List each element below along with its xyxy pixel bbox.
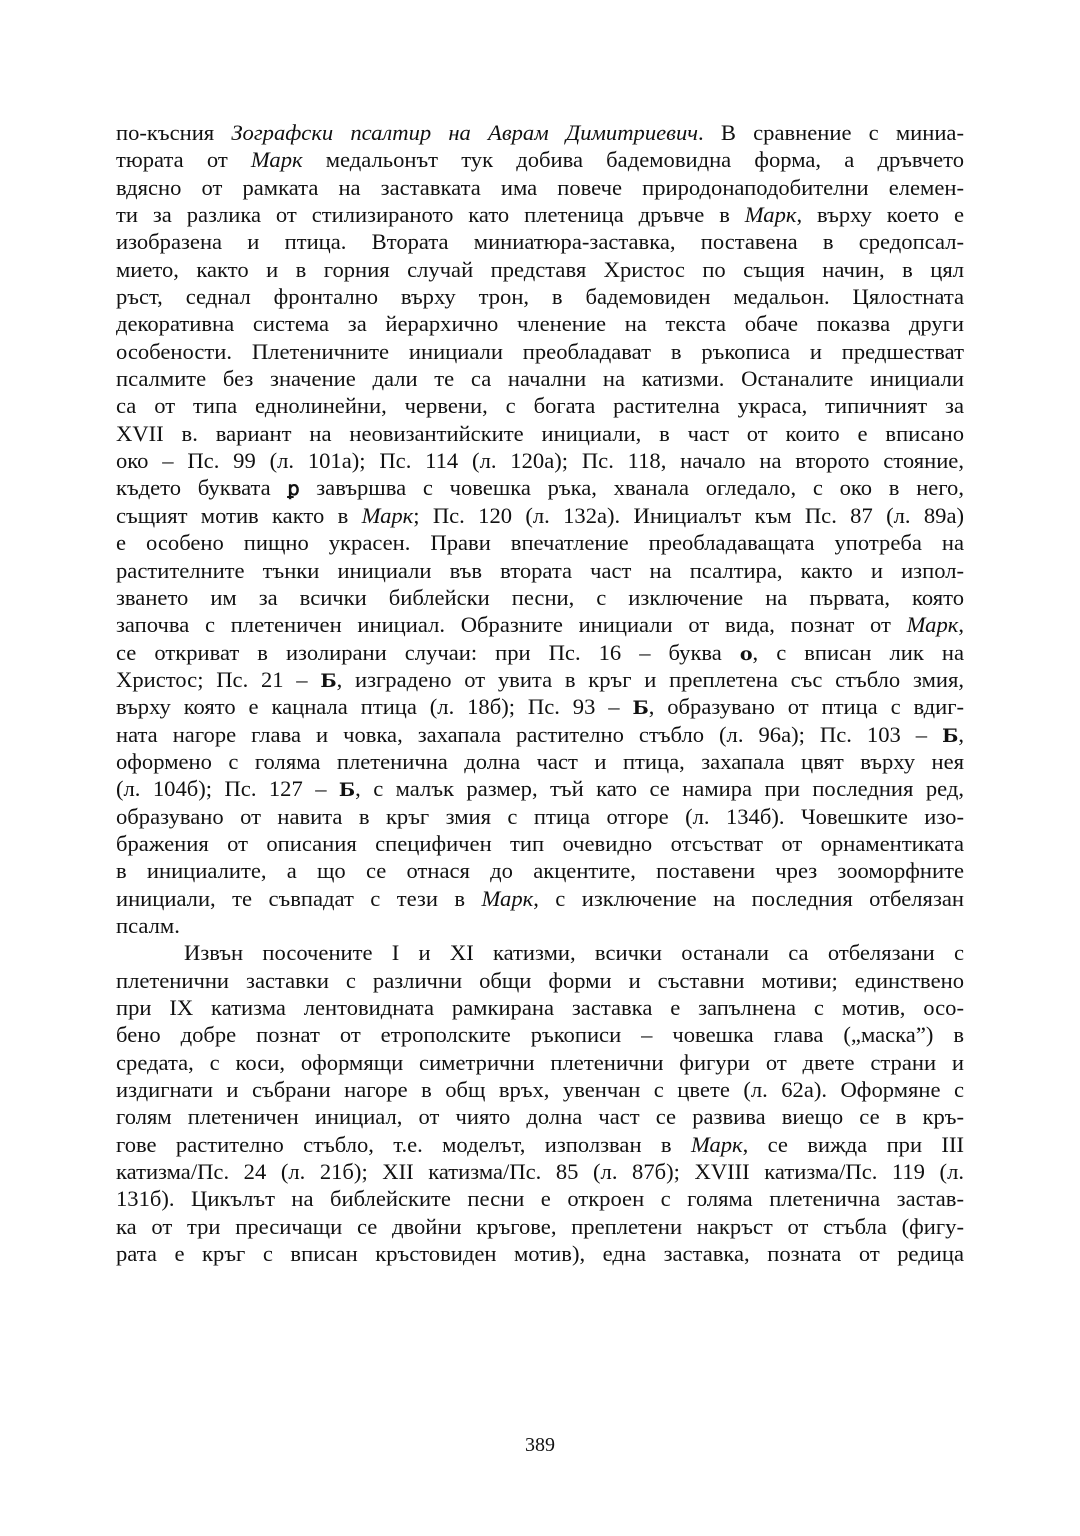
text-run: катизма/Пс. 24 (л. 21б); XII катизма/Пс. 85 (л. 87б); XVIII катизма/Пс. 119 (л.: [116, 1159, 964, 1185]
text-run: мието, както и в горния случай представя Христос по същия начин, в цял: [116, 256, 964, 282]
text-run: където буквата: [116, 475, 288, 501]
text-line: [116, 830, 964, 857]
page-body: [116, 119, 964, 1267]
glyph-letter: о: [739, 642, 753, 665]
text-line: [116, 639, 964, 666]
text-run: , с изключение на последния отбелязан: [533, 885, 964, 911]
text-run: Христос; Пс. 21 –: [116, 666, 321, 692]
text-line: [116, 420, 964, 447]
text-run: , изградено от увита в кръг и преплетена със стъбло змия,: [336, 666, 965, 692]
text-run: издигнати и събрани нагоре в общ връх, увенчан с цвете (л. 62а). Оформяне с: [116, 1077, 964, 1103]
text-run: образувано от навита в кръг змия с птица отгоре (л. 134б). Човешките изо-: [116, 803, 964, 829]
text-line: [116, 283, 964, 310]
text-run: (л. 104б); Пс. 127 –: [116, 776, 339, 802]
text-run: започва с плетеничен инициал. Образните инициали от вида, познат от: [116, 612, 907, 638]
text-line: [116, 967, 964, 994]
text-run: медальонът тук добива бадемовидна форма, а дръвчето: [302, 147, 965, 173]
text-line: [116, 529, 964, 556]
text-run: завършва с човешка ръка, хванала огледало, с око в него,: [299, 475, 964, 501]
text-run: бражения от описания специфичен тип очевидно отсъстват от орнаментиката: [116, 830, 964, 856]
text-line: [116, 994, 964, 1021]
text-run: , образувано от птица с вдиг-: [648, 694, 964, 720]
text-run: XVII в. вариант на неовизантийските инициали, в част от които е вписано: [116, 420, 964, 446]
text-run: особености. Плетеничните инициали преобладават в ръкописа и предшестват: [116, 338, 964, 364]
glyph-letter: Б: [942, 724, 959, 747]
text-run: вдясно от рамката на заставката има повече природонаподобителни елемен-: [116, 174, 964, 200]
text-line: [116, 474, 964, 501]
text-run: по-късния: [116, 120, 232, 145]
italic-title: Марк: [906, 612, 959, 638]
text-line: [116, 666, 964, 693]
text-run: ; Пс. 120 (л. 132а). Инициалът към Пс. 87 (л. 89а): [413, 502, 965, 528]
text-run: . В сравнение с миниа-: [698, 120, 964, 145]
text-run: , се вижда при III: [742, 1131, 964, 1157]
italic-title: Марк: [361, 502, 414, 528]
text-line: [116, 310, 964, 337]
text-line: [116, 392, 964, 419]
text-run: оформено с голяма плетенична долна част и птица, захапала цвят върху нея: [116, 748, 964, 774]
italic-title: Марк: [744, 202, 797, 228]
text-line: [116, 201, 964, 228]
text-line: [116, 1158, 964, 1185]
text-line: [116, 1021, 964, 1048]
text-run: при IX катизма лентовидната рамкирана заставка е запълнена с мотив, осо-: [116, 995, 964, 1020]
text-run: зването им за всички библейски песни, с изключение на първата, която: [116, 584, 964, 610]
text-line: [116, 803, 964, 830]
text-line: [116, 748, 964, 775]
text-line: [116, 693, 964, 720]
text-run: ръст, седнал фронтално върху трон, в бадемовиден медальон. Цялостната: [116, 284, 964, 310]
text-run: ка от три пресичащи се двойни кръгове, преплетени накръст от стъбла (фигу-: [116, 1213, 964, 1239]
text-run: същият мотив както в: [116, 502, 362, 528]
text-run: е особено пищно украсен. Прави впечатление преобладаващата употреба на: [116, 530, 964, 556]
text-line: [116, 174, 964, 201]
text-run: декоративна система за йерархично членение на текста обаче показва други: [116, 311, 964, 337]
text-run: върху която е кацнала птица (л. 18б); Пс. 93 –: [116, 694, 633, 720]
text-run: ,: [958, 612, 964, 638]
glyph-letter: Б: [320, 669, 337, 692]
text-run: ти за разлика от стилизираното като плетеница дръвче в: [116, 202, 745, 228]
text-line: [116, 1049, 964, 1076]
glyph-letter: Б: [632, 697, 649, 720]
paragraph-2: [116, 939, 964, 1267]
text-run: ,: [958, 721, 964, 747]
text-line: [116, 1240, 964, 1267]
text-run: голям плетеничен инициал, от чиято долна част се развива виещо се в кръ-: [116, 1104, 964, 1130]
text-line: [116, 775, 964, 802]
text-run: Извън посочените I и XI катизми, всички останали са отбелязани с: [184, 940, 964, 966]
glyph-letter: ꝑ: [287, 478, 300, 501]
text-run: , върху което е: [796, 202, 964, 228]
text-run: се откриват в изолирани случаи: при Пс. 16 – буква: [116, 639, 740, 665]
text-line: [116, 584, 964, 611]
text-line: [116, 885, 964, 912]
paragraph-1: [116, 119, 964, 939]
text-line: [116, 721, 964, 748]
text-line: [116, 502, 964, 529]
text-run: , с вписан лик на: [752, 639, 964, 665]
text-run: , с малък размер, тъй като се намира при последния ред,: [355, 776, 964, 802]
text-line: [116, 912, 964, 939]
text-run: бено добре познат от етрополските ръкописи – човешка глава („маска”) в: [116, 1022, 964, 1048]
text-run: 131б). Цикълът на библейските песни е откроен с голяма плетенична застав-: [116, 1186, 964, 1212]
text-run: рата е кръг с вписан кръстовиден мотив), една заставка, позната от редица: [116, 1241, 964, 1267]
text-line: [116, 857, 964, 884]
text-line: [116, 1103, 964, 1130]
text-run: са от типа еднолинейни, червени, с богата растителна украса, типичният за: [116, 393, 964, 419]
text-run: изобразена и птица. Втората миниатюра-заставка, поставена в средопсал-: [116, 229, 964, 255]
text-run: псалм.: [116, 912, 180, 938]
text-line: [116, 228, 964, 255]
text-run: ната нагоре глава и човка, захапала растително стъбло (л. 96а); Пс. 103 –: [116, 721, 943, 747]
text-run: средата, с коси, оформящи симетрични плетенични фигури от двете страни и: [116, 1049, 964, 1075]
text-line: [116, 338, 964, 365]
italic-title: Марк: [690, 1131, 743, 1157]
text-line: [116, 1131, 964, 1158]
text-run: гове растително стъбло, т.е. моделът, използван в: [116, 1131, 691, 1157]
text-run: в инициалите, а що се отнася до акцентите, поставени чрез зооморфните: [116, 858, 964, 884]
text-line: [116, 557, 964, 584]
italic-title: Марк: [481, 885, 534, 911]
text-line: [116, 1076, 964, 1103]
text-line: [116, 146, 964, 173]
italic-title: Зографски псалтир на Аврам Димитриевич: [231, 120, 699, 145]
text-run: тюрата от: [116, 147, 251, 173]
text-run: растителните тънки инициали във втората част на псалтира, както и изпол-: [116, 557, 964, 583]
text-line: [116, 447, 964, 474]
text-line: [116, 119, 964, 146]
text-line: [116, 365, 964, 392]
text-run: око – Пс. 99 (л. 101а); Пс. 114 (л. 120а); Пс. 118, начало на второто стояние,: [116, 448, 964, 474]
text-line: [116, 256, 964, 283]
text-run: псалмите без значение дали те са начални на катизми. Останалите инициали: [116, 366, 964, 392]
text-line: [116, 1185, 964, 1212]
text-line: [116, 1213, 964, 1240]
text-line: [116, 939, 964, 966]
text-line: [116, 611, 964, 638]
page-number: 389: [525, 1434, 555, 1456]
glyph-letter: Б: [338, 779, 356, 802]
italic-title: Марк: [250, 147, 303, 173]
text-run: плетенични заставки с различни общи форми и съставни мотиви; единствено: [116, 967, 964, 993]
text-run: инициали, те съвпадат с тези в: [116, 885, 482, 911]
